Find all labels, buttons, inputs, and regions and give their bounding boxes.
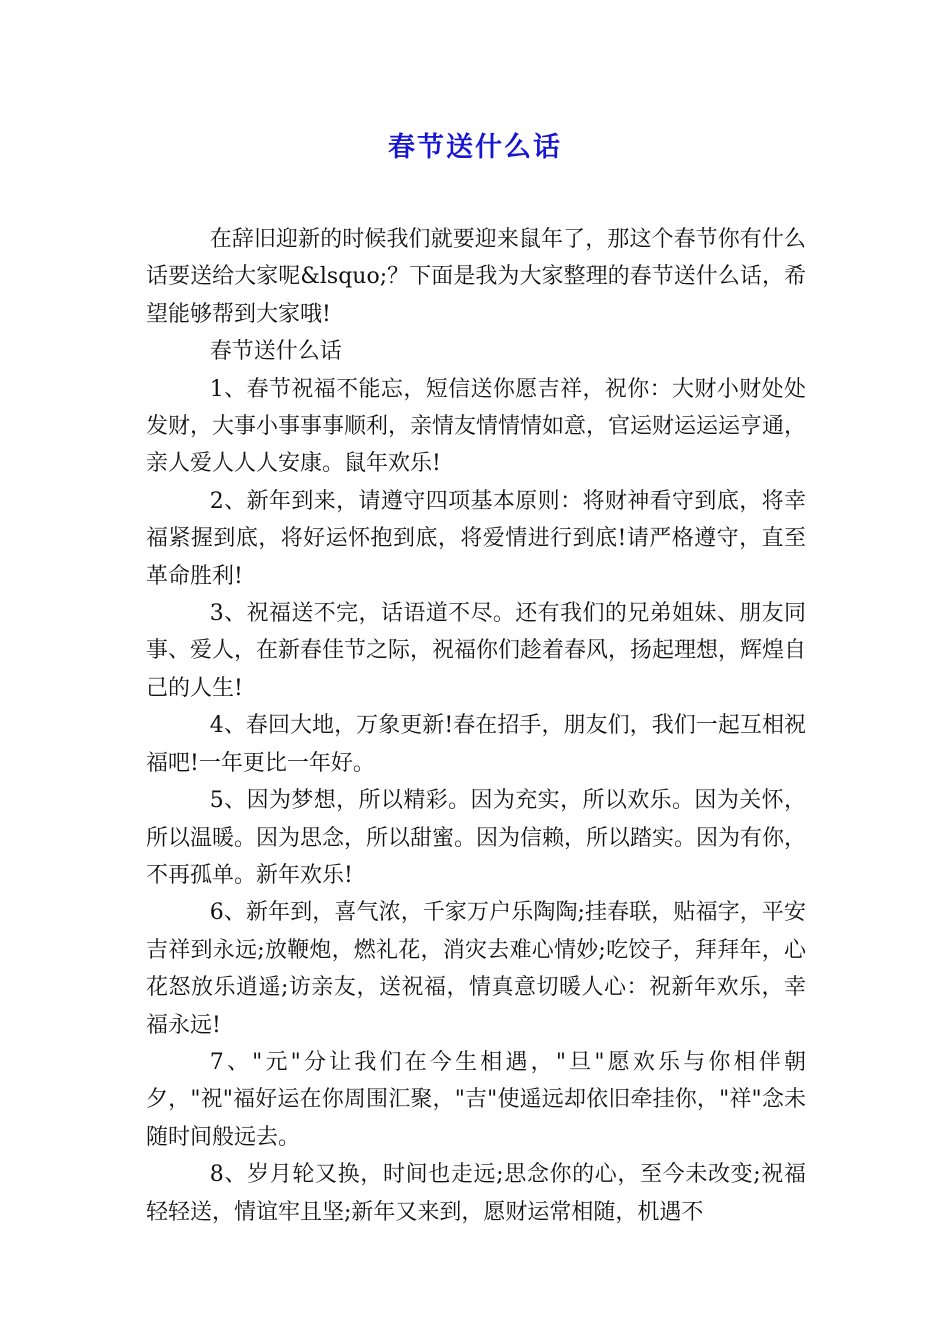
paragraph-subheading: 春节送什么话	[209, 339, 342, 365]
paragraph-item-1: 1、春节祝福不能忘，短信送你愿吉祥，祝你：大财小财处处发财，大事小事事事顺利，亲情友情情情如意，官运财运运运亨通，亲人爱人人人安康。鼠年欢乐!	[146, 376, 807, 477]
paragraph-item-4: 4、春回大地，万象更新!春在招手，朋友们，我们一起互相祝福吧!一年更比一年好。	[146, 713, 806, 776]
document-title: 春节送什么话	[388, 132, 562, 163]
paragraph-item-5: 5、因为梦想，所以精彩。因为充实，所以欢乐。因为关怀，所以温暖。因为思念，所以甜蜜。因为信赖，所以踏实。因为有你，不再孤单。新年欢乐!	[146, 788, 807, 888]
paragraph-item-2: 2、新年到来，请遵守四项基本原则：将财神看守到底，将幸福紧握到底，将好运怀抱到底，将爱情进行到底!请严格遵守，直至革命胜利!	[146, 488, 806, 589]
paragraph-item-8: 8、岁月轮又换，时间也走远;思念你的心，至今未改变;祝福轻轻送，情谊牢且坚;新年又来到，愿财运常相随，机遇不	[146, 1162, 806, 1225]
paragraph-intro: 在辞旧迎新的时候我们就要迎来鼠年了，那这个春节你有什么话要送给大家呢&lsquo;？下面是我为大家整理的春节送什么话，希望能够帮到大家哦!	[146, 227, 806, 327]
paragraph-item-7: 7、"元"分让我们在今生相遇，"旦"愿欢乐与你相伴朝夕，"祝"福好运在你周围汇聚，"吉"使遥远却依旧牵挂你，"祥"念未随时间般远去。	[146, 1049, 806, 1150]
paragraph-item-6: 6、新年到，喜气浓，千家万户乐陶陶;挂春联，贴福字，平安吉祥到永远;放鞭炮，燃礼花，消灾去难心情妙;吃饺子，拜拜年，心花怒放乐逍遥;访亲友，送祝福，情真意切暖人心：祝新年欢乐，幸福永远!	[146, 900, 806, 1038]
paragraph-item-3: 3、祝福送不完，话语道不尽。还有我们的兄弟姐妹、朋友同事、爱人，在新春佳节之际，祝福你们趁着春风，扬起理想，辉煌自己的人生!	[146, 601, 807, 701]
document-body	[146, 221, 806, 1231]
